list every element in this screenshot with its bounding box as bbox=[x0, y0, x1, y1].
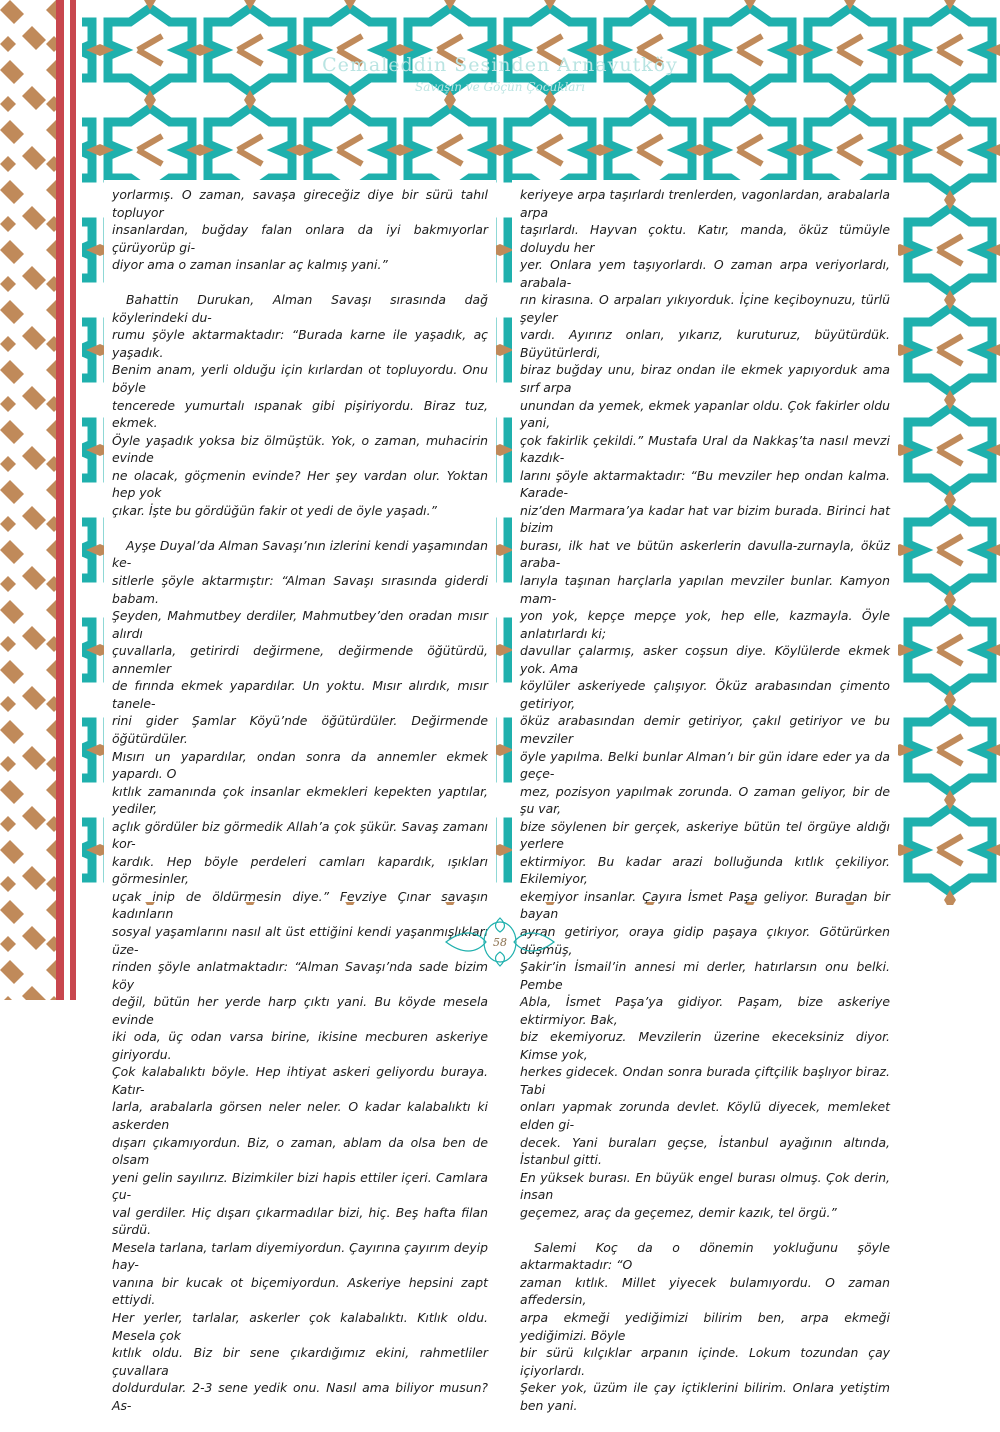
paragraph: yorlarmış. O zaman, savaşa gireceğiz diye bir sürü tahıl topluyor insanlardan, buğday falan onlara da iyi bakmıyorlar çürüyorüp gi- diyor ama o zaman insanlar aç kalmış yani.” bbox=[112, 187, 488, 273]
paragraph: keriyeye arpa taşırlardı trenlerden, vagonlardan, arabalarla arpa taşırlardı. Hayvan çoktu. Katır, manda, öküz tümüyle doluydu her yer. Onlara yem taşıyorlardı. O zaman arpa veriyorlardı, arabala- rın kirasına. O arpaları yıkıyorduk. İçine keçiboynuzu, türlü şeyler vardı. Ayırırız onları, yıkarız, kuruturuz, büyütürdük. Büyütürlerdi, biraz buğday unu, biraz ondan ile ekmek yapıyorduk ama sırf arpa unundan da yemek, ekmek yapanlar oldu. Çok fakirler oldu yani, çok fakirlik çekildi.” Mustafa Ural da Nakkaş’ta nasıl mevzi kazdık- larını şöyle aktarmaktadır: “Bu mevziler hep ondan kalma. Karade- niz’den Marmara’ya kadar hat var bizim burada. Birinci hat bizim burası, ilk hat ve bütün askerlerin davulla-zurnayla, öküz araba- larıyla taşınan harçlarla yapılan mevziler bunlar. Kamyon mam- yon yok, kepçe mepçe yok, hep elle, kazmayla. Öyle anlatırlardı ki; davullar çalarmış, asker coşsun diye. Köylülerde ekmek yok. Ama köylüler askeriyede çalışıyor. Öküz arabasından çimento getiriyor, öküz arabasından demir getiriyor, çakıl getiriyor ve bu mevziler öyle yapılma. Belki bunlar Alman’ı bir gün idare eder ya da geçe- mez, pozisyon yapılmak zorunda. O zaman geliyor, bir de şu var, bize söylenen bir gerçek, askeriye bütün tel örgüye aldığı yerlere ektirmiyor. Bu kadar arazi bolluğunda kıtlık çekiliyor. Ekilemiyor, ekemiyor insanlar. Çayıra İsmet Paşa geliyor. Buradan bir bayan ayran getiriyor, oraya gidip paşaya çıkıyor. Götürürken düşmüş, Şakir’in İsmail’in annesi mi derler, hatırlarsın onu belki. Pembe Abla, İsmet Paşa’ya gidiyor. Paşam, bize askeriye ektirmiyor. Bak, biz ekemiyoruz. Mevzilerin üzerine ekeceksiniz diyor. Kimse yok, herkes gidecek. Ondan sonra burada çiftçilik başlıyor biraz. Tabi onları yapmak zorunda devlet. Köylü diyecek, memleket elden gi- decek. Yani buraları geçse, İstanbul ayağının altında, İstanbul gitti. En yüksek burası. En büyük engel burası olmuş. Çok derin, insan geçemez, araç da geçemez, demir kazık, tel örgü.” bbox=[520, 187, 890, 1220]
page-header bbox=[250, 22, 750, 102]
book-title: Cemaleddin Sesinden Arnavutköy bbox=[322, 54, 678, 76]
page-number: 58 bbox=[493, 936, 507, 949]
chapter-subtitle: Savaşın ve Göçün Çocukları bbox=[414, 80, 586, 94]
right-column bbox=[520, 186, 890, 1432]
left-column bbox=[112, 186, 488, 1432]
paragraph: Ayşe Duyal’da Alman Savaşı’nın izlerini kendi yaşamından ke- sitlerle şöyle aktarmıştır: “Alman Savaşı sırasında giderdi babam. Şeyden, Mahmutbey derdiler, Mahmutbey’den oradan mısır alırdı çuvallarla, getirirdi değirmene, değirmende öğütürdü, annemler de fırında ekmek yapardılar. Un yoktu. Mısır alırdık, mısır tanele- rini gider Şamlar Köyü’nde öğütürdüler. Değirmende öğütürdüler. Mısırı un yapardılar, ondan sonra da annemler ekmek yapardı. O kıtlık zamanında çok insanlar ekmekleri kepekten yaptılar, yediler, açlık gördüler biz görmedik Allah’a çok şükür. Savaş zamanı kor- kardık. Hep böyle perdeleri camları kapardık, ışıkları görmesinler, uçak inip de öldürmesin diye.” Fevziye Çınar savaşın kadınların sosyal yaşamlarını nasıl alt üst ettiğini kendi yaşanmışlıkları üze- rinden şöyle anlatmaktadır: “Alman Savaşı’nda sade bizim köy değil, bütün her yerde harp çıktı yani. Bu köyde mesela evinde iki oda, üç odan varsa birine, ikisine mecburen askeriye giriyordu. Çok kalabalıktı böyle. Hep ihtiyat askeri geliyordu buraya. Katır- larla, arabalarla görsen neler neler. O kadar kalabalıktı ki askerden dışarı çıkamıyordun. Biz, o zaman, ablam da olsa ben de olsam yeni gelin sayılırız. Bizimkiler bizi hapis ettiler içeri. Camlara çu- val gerdiler. Hiç dışarı çıkarmadılar bizi, hiç. Beş hafta filan sürdü. Mesela tarlana, tarlam diyemiyordun. Çayırına çayırım deyip hay- vanına bir kucak ot biçemiyordun. Askeriye hepsini zapt ettiydi. Her yerler, tarlalar, askerler çok kalabalıktı. Kıtlık oldu. Mesela çok kıtlık oldu. Biz bir sene çıkardığımız ekini, rahmetliler çuvallara doldurdular. 2-3 sene yedik onu. Nasıl ama biliyor musun? As- bbox=[112, 537, 488, 1413]
paragraph: Salemi Koç da o dönemin yokluğunu şöyle aktarmaktadır: “O zaman kıtlık. Millet yiyecek bulamıyordu. O zaman affedersin, arpa ekmeği yediğimizi bilirim ben, arpa ekmeği yediğimizi. Böyle bir sürü kılçıklar arpanın içinde. Lokum tozundan çay içiyorlardı. Şeker yok, üzüm ile çay içtiklerini bilirim. Onlara yetiştim ben yani. bbox=[520, 1239, 890, 1413]
paragraph: Bahattin Durukan, Alman Savaşı sırasında dağ köylerindeki du- rumu şöyle aktarmaktadır: “Burada karne ile yaşadık, aç yaşadık. Benim anam, yerli olduğu için kırlardan ot topluyordu. Onu böyle tencerede yumurtalı ıspanak gibi pişiriyordu. Biraz tuz, ekmek. Öyle yaşadık yoksa biz ölmüştük. Yok, o zaman, muhacirin evinde ne olacak, göçmenin evinde? Her şey vardan olur. Yoktan hep yok çıkar. İşte bu gördüğün fakir ot yedi de öyle yaşadı.” bbox=[112, 292, 488, 518]
